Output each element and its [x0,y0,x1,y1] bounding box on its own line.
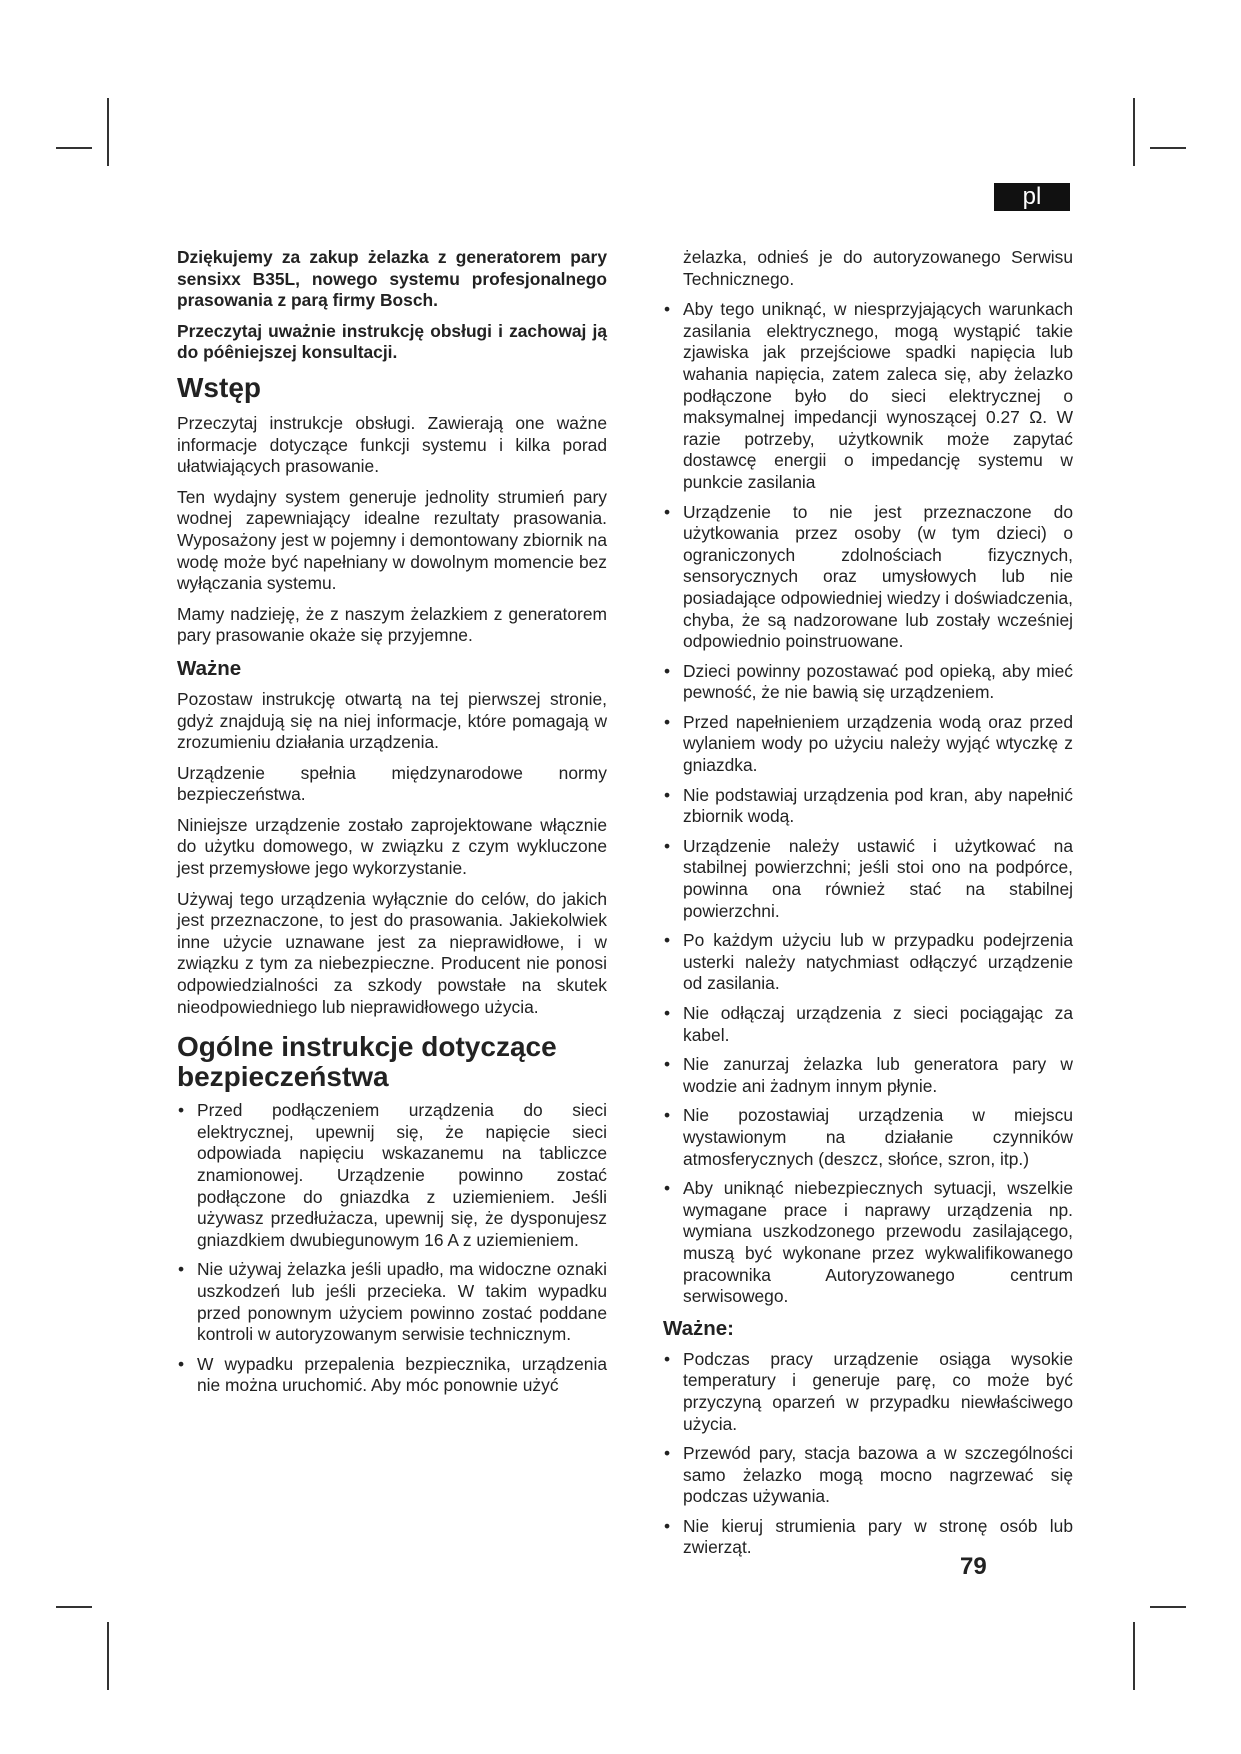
safety-list-continued [663,299,1073,1308]
safety-list [177,1100,607,1397]
crop-mark [1133,98,1135,166]
page-number: 79 [960,1553,987,1580]
right-column [663,247,1073,1567]
list-item: • Po każdym użyciu lub w przypadku podejrzenia usterki należy natychmiast odłączyć urządzenie od zasilania. [663,930,1073,995]
list-item: • Urządzenie to nie jest przeznaczone do użytkowania przez osoby (w tym dzieci) o ograniczonych zdolnościach fizycznych, sensorycznych oraz umysłowych lub nie posiadające odpowiedniej wiedzy i doświadczenia, chyba, że są nadzorowane lub zostały wcześniej odpowiednio poinstruowane. [663,502,1073,653]
paragraph: Przeczytaj instrukcje obsługi. Zawierają one ważne informacje dotyczące funkcji systemu i kilka porad ułatwiających prasowanie. [177,412,607,477]
crop-mark [107,98,109,166]
list-item: • Przewód pary, stacja bazowa a w szczególności samo żelazko mogą mocno nagrzewać się podczas używania. [663,1443,1073,1508]
list-item: • Aby tego uniknąć, w niesprzyjających warunkach zasilania elektrycznego, mogą wystąpić takie zjawiska jak przejściowe spadki napięcia lub wahania napięcia, zatem zaleca się, aby żelazko podłączone było do sieci elektrycznej o maksymalnej impedancji wynoszącej 0.27 Ω. W razie potrzeby, użytkownik może zapytać dostawcę energii o impedancję systemu w punkcie zasilania [663,299,1073,493]
paragraph: Ten wydajny system generuje jednolity strumień pary wodnej zapewniający idealne rezultaty prasowania. Wyposażony jest w pojemny i demontowany zbiornik na wodę może być napełniany w dowolnym momencie bez wyłączania systemu. [177,486,607,594]
crop-mark [107,1622,109,1690]
wazne2-heading: Ważne: [663,1316,734,1340]
paragraph: Mamy nadzieję, że z naszym żelazkiem z generatorem pary prasowanie okaże się przyjemne. [177,603,607,646]
crop-mark [1150,147,1186,149]
list-item: • Przed napełnieniem urządzenia wodą oraz przed wylaniem wody po użyciu należy wyjąć wtyczkę z gniazdka. [663,712,1073,777]
list-item: • Dzieci powinny pozostawać pod opieką, aby mieć pewność, że nie bawią się urządzeniem. [663,661,1073,704]
paragraph: Pozostaw instrukcję otwartą na tej pierwszej stronie, gdyż znajdują się na niej informacje, które pomagają w zrozumieniu działania urządzenia. [177,688,607,753]
left-column [177,247,607,1405]
paragraph: Używaj tego urządzenia wyłącznie do celów, do jakich jest przeznaczone, to jest do prasowania. Jakiekolwiek inne użycie uznawane jest za nieprawidłowe, i w związku z tym za niebezpieczne. Producent nie ponosi odpowiedzialności za szkody powstałe na skutek nieodpowiedniego lub nieprawidłowego użycia. [177,888,607,1017]
list-item: • Nie zanurzaj żelazka lub generatora pary w wodzie ani żadnym innym płynie. [663,1054,1073,1097]
crop-mark [1150,1606,1186,1608]
list-item: • Urządzenie należy ustawić i użytkować na stabilnej powierzchni; jeśli stoi ono na podpórce, powinna ona również stać na stabilnej powierzchni. [663,836,1073,922]
safety-heading: Ogólne instrukcje dotyczące bezpieczeństwa [177,1031,557,1093]
list-item: • Aby uniknąć niebezpiecznych sytuacji, wszelkie wymagane prace i naprawy urządzenia np. wymiana uszkodzonego przewodu zasilającego, muszą być wykonane przez wykwalifikowanego pracownika Autoryzowanego centrum serwisowego. [663,1178,1073,1308]
paragraph: Urządzenie spełnia międzynarodowe normy bezpieczeństwa. [177,762,607,805]
list-item: • Nie odłączaj urządzenia z sieci pociągając za kabel. [663,1003,1073,1046]
crop-mark [1133,1622,1135,1690]
list-item: • Nie używaj żelazka jeśli upadło, ma widoczne oznaki uszkodzeń lub jeśli przecieka. W takim wypadku przed ponownym użyciem powinno zostać poddane kontroli w autoryzowanym serwisie technicznym. [177,1259,607,1345]
wazne-heading: Ważne [177,656,242,680]
list-item: • W wypadku przepalenia bezpiecznika, urządzenia nie można uruchomić. Aby móc ponownie użyć [177,1354,607,1397]
wazne2-list [663,1349,1073,1559]
list-item: • Nie podstawiaj urządzenia pod kran, aby napełnić zbiornik wodą. [663,785,1073,828]
list-item: • Nie kieruj strumienia pary w stronę osób lub zwierząt. [663,1516,1073,1559]
list-item: • Podczas pracy urządzenie osiąga wysokie temperatury i generuje parę, co może być przyczyną oparzeń w przypadku niewłaściwego użycia. [663,1349,1073,1435]
wstep-heading: Wstęp [177,371,261,403]
language-tab: pl [994,183,1070,211]
continuation-text: żelazka, odnieś je do autoryzowanego Serwisu Technicznego. [683,247,1073,289]
crop-mark [56,1606,92,1608]
paragraph: Niniejsze urządzenie zostało zaprojektowane włącznie do użytku domowego, w związku z czym wykluczone jest przemysłowe jego wykorzystanie. [177,814,607,879]
intro-text: Dziękujemy za zakup żelazka z generatorem pary sensixx B35L, nowego systemu profesjonalnego prasowania z parą firmy Bosch. [177,247,607,311]
intro-text: Przeczytaj uważnie instrukcję obsługi i zachowaj ją do póêniejszej konsultacji. [177,320,607,363]
crop-mark [56,147,92,149]
list-item: • Nie pozostawiaj urządzenia w miejscu wystawionym na działanie czynników atmosferycznych (deszcz, słońce, szron, itp.) [663,1105,1073,1170]
list-item: • Przed podłączeniem urządzenia do sieci elektrycznej, upewnij się, że napięcie sieci odpowiada napięciu wskazanemu na tabliczce znamionowej. Urządzenie powinno zostać podłączone do gniazdka z uziemieniem. Jeśli używasz przedłużacza, upewnij się, że dysponujesz gniazdkiem dwubiegunowym 16 A z uziemieniem. [177,1100,607,1251]
